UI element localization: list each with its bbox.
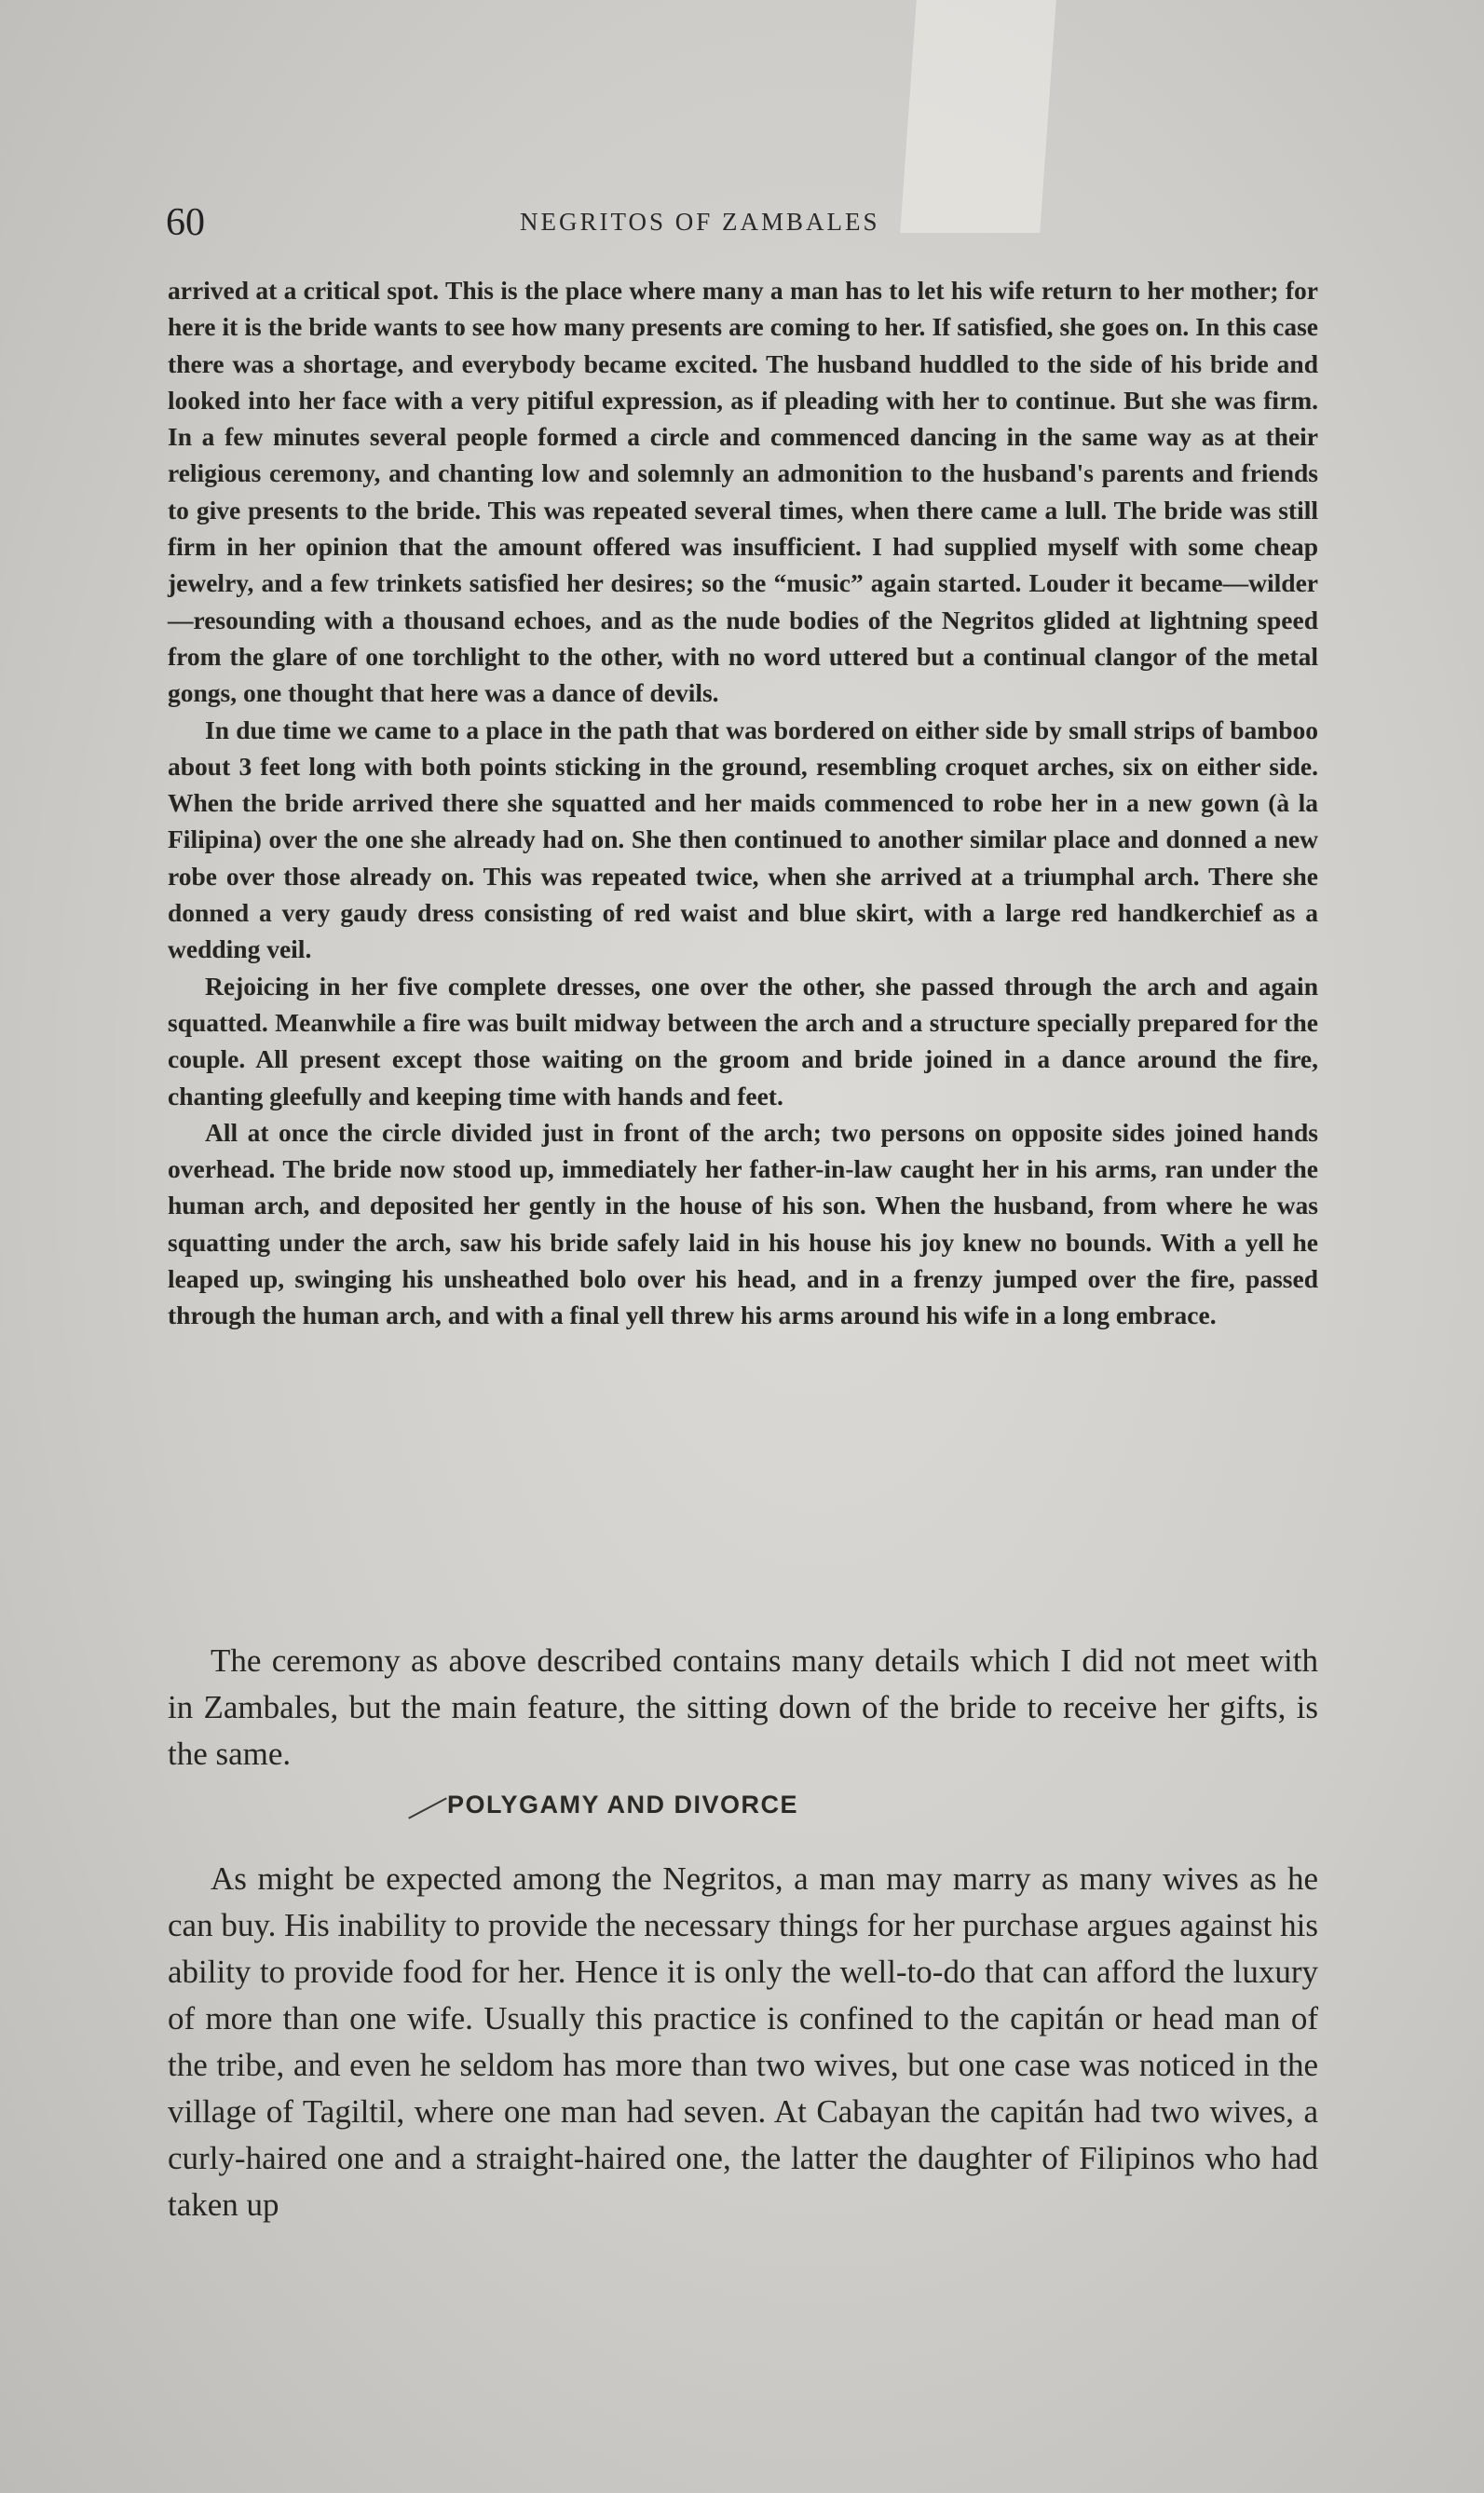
small-print-block <box>168 272 1318 1334</box>
paragraph-human-arch: All at once the circle divided just in front of the arch; two persons on opposite sides joined hands overhead. The bride now stood up, immediately her father-in-law caught her in his arms, ran under the human arch, and deposited her gently in the house of his son. When the husband, from where he was squatting under the arch, saw his bride safely laid in his house his joy knew no bounds. With a yell he leaped up, swinging his unsheathed bolo over his head, and in a frenzy jumped over the fire, passed through the human arch, and with a final yell threw his arms around his wife in a long embrace. <box>168 1117 1318 1330</box>
paragraph-polygamy: As might be expected among the Negritos, a man may marry as many wives as he can buy. His inability to provide the necessary things for her purchase argues against his ability to provide food for her. Hence it is only the well-to-do that can afford the luxury of more than one wife. Usually this practice is confined to the capitán or head man of the tribe, and even he seldom has more than two wives, but one case was noticed in the village of Tagiltil, where one man had seven. At Cabayan the capitán had two wives, a curly-haired one and a straight-haired one, the latter the daughter of Filipinos who had taken up <box>168 1860 1318 2223</box>
polygamy-block <box>168 1856 1318 2228</box>
page-header <box>166 200 1330 256</box>
ceremony-block <box>168 1638 1318 1778</box>
pencil-mark <box>408 1797 447 1819</box>
paragraph-bamboo-arches: In due time we came to a place in the path that was bordered on either side by small strips of bamboo about 3 feet long with both points sticking in the ground, resembling croquet arches, six on either side. When the bride arrived there she squatted and her maids commenced to robe her in a new gown (à la Filipina) over the one she already had on. She then continued to another similar place and donned a new robe over those already on. This was repeated twice, when she arrived at a triumphal arch. There she donned a very gaudy dress consisting of red waist and blue skirt, with a large red handkerchief as a wedding veil. <box>168 715 1318 964</box>
paragraph-five-dresses: Rejoicing in her five complete dresses, one over the other, she passed through the arch and again squatted. Meanwhile a fire was built midway between the arch and a structure specially prepared for the couple. All present except those waiting on the groom and bride joined in a dance around the fire, chanting gleefully and keeping time with hands and feet. <box>168 971 1318 1110</box>
section-heading <box>447 1791 1099 1819</box>
page-number: 60 <box>166 201 205 244</box>
running-title: NEGRITOS OF ZAMBALES <box>520 208 880 236</box>
paragraph-critical-spot: arrived at a critical spot. This is the place where many a man has to let his wife return to her mother; for here it is the bride wants to see how many presents are coming to her. If satisfied, she goes on. In this case there was a shortage, and everybody became excited. The husband huddled to the side of his bride and looked into her face with a very pitiful expression, as if pleading with her to continue. But she was firm. In a few minutes several people formed a circle and commenced dancing in the same way as at their religious ceremony, and chanting low and solemnly an admonition to the husband's parents and friends to give presents to the bride. This was repeated several times, when there came a lull. The bride was still firm in her opinion that the amount offered was insufficient. I had supplied myself with some cheap jewelry, and a few trinkets satisfied her desires; so the “music” again started. Louder it became—wilder—resounding with a thousand echoes, and as the nude bodies of the Negritos glided at lightning speed from the glare of one torchlight to the other, with no word uttered but a continual clangor of the metal gongs, one thought that here was a dance of devils. <box>168 276 1318 708</box>
paragraph-ceremony: The ceremony as above described contains many details which I did not meet with in Zambales, but the main feature, the sitting down of the bride to receive her gifts, is the same. <box>168 1642 1318 1772</box>
section-heading-text: POLYGAMY AND DIVORCE <box>447 1791 799 1819</box>
tape-mark <box>900 0 1055 233</box>
